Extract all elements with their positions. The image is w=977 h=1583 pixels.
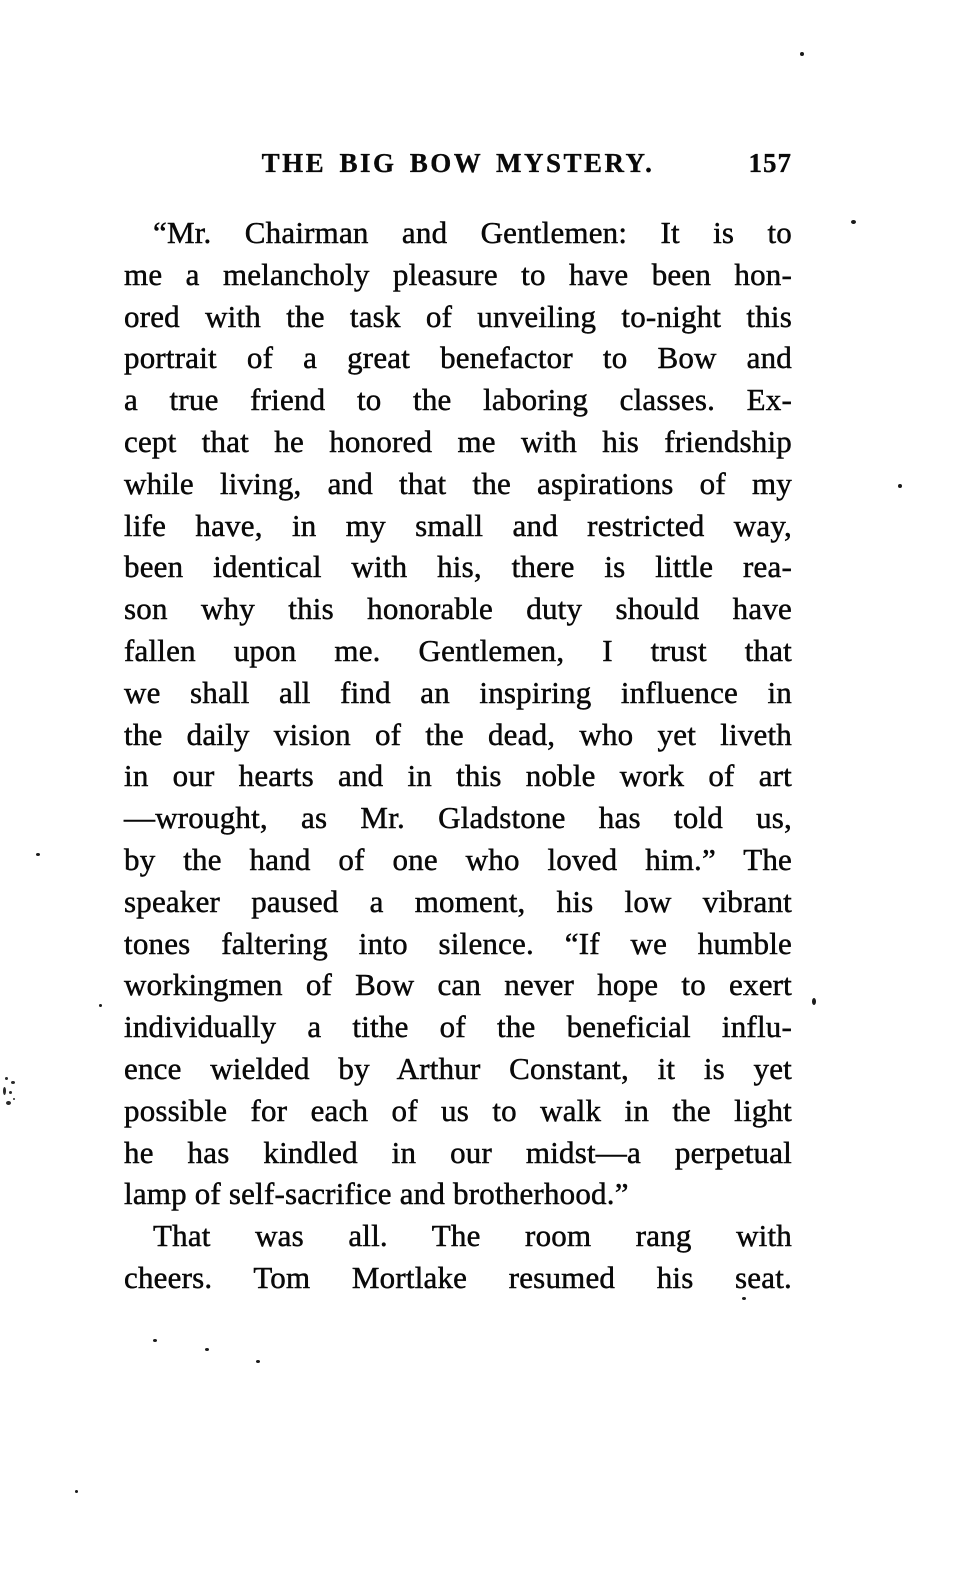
text-line: That was all. The room rang with [153, 1218, 792, 1254]
text-line: cheers. Tom Mortlake resumed his seat. [124, 1259, 792, 1295]
scan-speck [99, 1004, 102, 1007]
text-line: we shall all find an inspiring influence in [124, 674, 792, 710]
scan-speck [256, 1360, 260, 1363]
text-line: cept that he honored me with his friendship [124, 423, 792, 459]
scan-speck [800, 52, 804, 56]
text-line: individually a tithe of the beneficial influ- [124, 1009, 792, 1045]
text-line: possible for each of us to walk in the light [124, 1092, 792, 1128]
scan-speck [742, 1297, 746, 1300]
running-header [124, 148, 792, 180]
page-number: 157 [748, 148, 792, 178]
text-line: tones faltering into silence. “If we humble [124, 925, 792, 961]
scan-speck [898, 484, 902, 488]
text-line: a true friend to the laboring classes. Ex- [124, 382, 792, 418]
text-line: “Mr. Chairman and Gentlemen: It is to [153, 215, 792, 250]
text-line: ored with the task of unveiling to-night this [124, 298, 792, 334]
text-line: son why this honorable duty should have [124, 591, 792, 627]
scan-speck [36, 853, 40, 856]
scan-speck [205, 1348, 209, 1351]
scan-speck [812, 998, 816, 1005]
scan-smudge [2, 1075, 18, 1111]
text-line: he has kindled in our midst—a perpetual [124, 1134, 792, 1170]
text-line: fallen upon me. Gentlemen, I trust that [124, 632, 792, 668]
text-line: speaker paused a moment, his low vibrant [124, 883, 792, 919]
text-line: workingmen of Bow can never hope to exert [124, 967, 792, 1003]
text-line: by the hand of one who loved him.” The [124, 841, 792, 877]
text-line: life have, in my small and restricted way, [124, 507, 792, 543]
text-line: lamp of self-sacrifice and brotherhood.” [124, 1176, 629, 1212]
scan-speck [153, 1339, 157, 1342]
text-line: the daily vision of the dead, who yet liveth [124, 716, 792, 752]
text-line: ence wielded by Arthur Constant, it is yet [124, 1050, 792, 1086]
text-line: me a melancholy pleasure to have been hon- [124, 256, 792, 292]
scan-speck [75, 1490, 78, 1493]
text-line: in our hearts and in this noble work of art [124, 758, 792, 794]
text-line: while living, and that the aspirations of my [124, 465, 792, 501]
text-line: portrait of a great benefactor to Bow and [124, 340, 792, 376]
running-header-title: THE BIG BOW MYSTERY. [261, 148, 655, 178]
text-line: —wrought, as Mr. Gladstone has told us, [124, 800, 792, 836]
scan-speck [851, 220, 856, 224]
page-body-text [124, 212, 792, 1299]
text-line: been identical with his, there is little rea- [124, 549, 792, 585]
